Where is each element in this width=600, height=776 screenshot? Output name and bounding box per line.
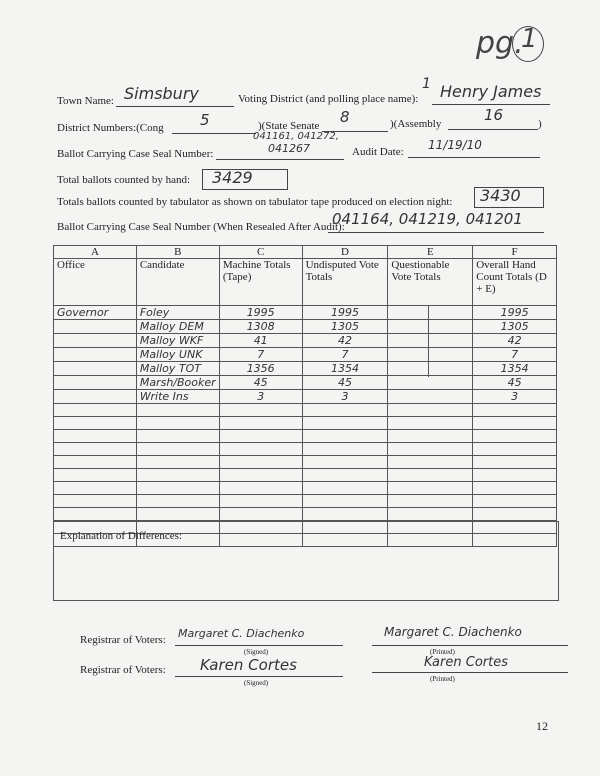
cell-empty [136, 495, 219, 508]
cell-office [54, 334, 137, 348]
cell-empty [302, 482, 388, 495]
cell-empty [136, 456, 219, 469]
cell-empty [388, 495, 473, 508]
cell-undisputed: 1354 [302, 362, 388, 376]
cell-overall: 42 [473, 334, 557, 348]
audit-date-value: 11/19/10 [428, 138, 482, 152]
seal-label: Ballot Carrying Case Seal Number: [57, 148, 214, 160]
page-number: 12 [536, 719, 548, 733]
cell-empty [473, 417, 557, 430]
tabulator-label: Totals ballots counted by tabulator as shown on tabulator tape produced on election night: [57, 196, 453, 208]
registrar-1-signature: Margaret C. Diachenko [178, 627, 305, 640]
cell-empty [473, 469, 557, 482]
district-prefix: 1 [422, 76, 431, 92]
cell-candidate: Malloy UNK [136, 348, 219, 362]
cell-empty [473, 404, 557, 417]
table-row-empty [54, 430, 557, 443]
cell-empty [219, 430, 302, 443]
cell-empty [388, 456, 473, 469]
cell-empty [54, 469, 137, 482]
senate-value: 8 [340, 108, 350, 126]
cell-empty [219, 469, 302, 482]
reseal-value: 041164, 041219, 041201 [332, 210, 523, 228]
cell-empty [388, 404, 473, 417]
col-letter: A [54, 246, 137, 259]
registrar-label-1: Registrar of Voters: [80, 634, 166, 646]
header-questionable: Questionable Vote Totals [388, 259, 473, 306]
cell-empty [136, 482, 219, 495]
cell-machine: 7 [219, 348, 302, 362]
cell-overall: 1995 [473, 306, 557, 320]
cell-undisputed: 3 [302, 390, 388, 404]
assembly-label: )(Assembly [390, 118, 442, 130]
col-letter: B [136, 246, 219, 259]
tabulator-value: 3430 [480, 186, 521, 205]
column-header-row [54, 259, 557, 306]
cell-empty [54, 508, 137, 521]
district-value: Henry James [440, 82, 542, 101]
column-letter-row [54, 246, 557, 259]
cell-empty [219, 417, 302, 430]
printed-tag-1: (Printed) [430, 648, 455, 656]
audit-table [53, 245, 557, 547]
cell-empty [136, 417, 219, 430]
cell-empty [136, 469, 219, 482]
cell-overall: 1305 [473, 320, 557, 334]
senate-label: )(State Senate [258, 120, 320, 132]
col-letter: F [473, 246, 557, 259]
header-machine-totals: Machine Totals (Tape) [219, 259, 302, 306]
col-letter: D [302, 246, 388, 259]
cell-empty [136, 430, 219, 443]
cell-undisputed: 42 [302, 334, 388, 348]
cell-empty [219, 508, 302, 521]
printed-tag-2: (Printed) [430, 675, 455, 683]
table-row-empty [54, 508, 557, 521]
cell-undisputed: 1305 [302, 320, 388, 334]
cell-office: Governor [54, 306, 137, 320]
cell-empty [302, 495, 388, 508]
cell-machine: 45 [219, 376, 302, 390]
cell-candidate: Malloy TOT [136, 362, 219, 376]
hand-count-value: 3429 [212, 168, 253, 187]
table-row-empty [54, 443, 557, 456]
cell-empty [473, 456, 557, 469]
cell-empty [54, 443, 137, 456]
table-row [54, 390, 557, 404]
cell-empty [388, 469, 473, 482]
table-row-empty [54, 482, 557, 495]
seal-value-line1: 041161, 041272, [253, 131, 339, 142]
table-row [54, 306, 557, 320]
cell-undisputed: 1995 [302, 306, 388, 320]
col-letter: C [219, 246, 302, 259]
hand-count-label: Total ballots counted by hand: [57, 174, 191, 186]
explanation-box [53, 521, 559, 601]
header-overall: Overall Hand Count Totals (D + E) [473, 259, 557, 306]
cell-machine: 1308 [219, 320, 302, 334]
cell-empty [219, 482, 302, 495]
cell-empty [219, 404, 302, 417]
cell-questionable [388, 390, 473, 404]
cell-empty [136, 443, 219, 456]
cell-overall: 3 [473, 390, 557, 404]
page-marker-number: 1 [521, 24, 538, 54]
cell-empty [302, 443, 388, 456]
cell-candidate: Foley [136, 306, 219, 320]
cell-empty [54, 495, 137, 508]
cell-empty [388, 443, 473, 456]
table-row-empty [54, 404, 557, 417]
district-numbers-label: District Numbers:(Cong [57, 122, 164, 134]
district-label: Voting District (and polling place name): [238, 93, 419, 105]
cell-empty [473, 482, 557, 495]
cell-empty [219, 443, 302, 456]
audit-table-body [54, 246, 557, 547]
signed-tag-1: (Signed) [244, 648, 269, 656]
explanation-label: Explanation of Differences: [60, 530, 182, 542]
cell-machine: 41 [219, 334, 302, 348]
cell-empty [388, 430, 473, 443]
table-row [54, 334, 557, 348]
cell-empty [136, 508, 219, 521]
page-marker-text: pg. [476, 26, 524, 61]
cell-candidate: Malloy WKF [136, 334, 219, 348]
table-row [54, 376, 557, 390]
cong-value: 5 [200, 111, 210, 129]
registrar-2-printed: Karen Cortes [424, 655, 508, 670]
cell-machine: 1995 [219, 306, 302, 320]
registrar-label-2: Registrar of Voters: [80, 664, 166, 676]
assembly-value: 16 [484, 106, 504, 124]
table-row-empty [54, 495, 557, 508]
cell-empty [473, 443, 557, 456]
cell-empty [54, 404, 137, 417]
header-candidate: Candidate [136, 259, 219, 306]
cell-overall: 1354 [473, 362, 557, 376]
cell-questionable [388, 306, 473, 320]
cell-office [54, 390, 137, 404]
cell-questionable [388, 376, 473, 390]
cell-office [54, 376, 137, 390]
cell-empty [302, 469, 388, 482]
table-row [54, 348, 557, 362]
town-value: Simsbury [124, 84, 199, 103]
header-undisputed: Undisputed Vote Totals [302, 259, 388, 306]
cell-machine: 1356 [219, 362, 302, 376]
cell-empty [302, 456, 388, 469]
reseal-label: Ballot Carrying Case Seal Number (When Resealed After Audit): [57, 221, 345, 233]
cell-empty [388, 482, 473, 495]
cell-empty [54, 417, 137, 430]
cell-office [54, 348, 137, 362]
table-row [54, 362, 557, 376]
cell-office [54, 320, 137, 334]
registrar-1-printed: Margaret C. Diachenko [384, 625, 522, 639]
cell-questionable [388, 334, 473, 348]
cell-undisputed: 7 [302, 348, 388, 362]
cell-empty [136, 404, 219, 417]
header-office: Office [54, 259, 137, 306]
cell-machine: 3 [219, 390, 302, 404]
questionable-strike-line [428, 305, 429, 377]
cell-empty [219, 495, 302, 508]
cell-candidate: Write Ins [136, 390, 219, 404]
cell-empty [302, 508, 388, 521]
cell-overall: 45 [473, 376, 557, 390]
cell-empty [219, 456, 302, 469]
cell-empty [302, 417, 388, 430]
signed-tag-2: (Signed) [244, 679, 269, 687]
town-label: Town Name: [57, 95, 114, 107]
cell-empty [54, 482, 137, 495]
cell-empty [473, 508, 557, 521]
cell-questionable [388, 348, 473, 362]
cell-empty [302, 404, 388, 417]
cell-empty [54, 430, 137, 443]
cell-undisputed: 45 [302, 376, 388, 390]
cell-office [54, 362, 137, 376]
table-row-empty [54, 417, 557, 430]
table-row-empty [54, 456, 557, 469]
col-letter: E [388, 246, 473, 259]
cell-overall: 7 [473, 348, 557, 362]
cell-empty [473, 495, 557, 508]
assembly-close: ) [538, 118, 542, 130]
table-row-empty [54, 469, 557, 482]
cell-empty [473, 430, 557, 443]
audit-date-label: Audit Date: [352, 146, 404, 158]
cell-empty [388, 508, 473, 521]
seal-value-line2: 041267 [268, 142, 310, 155]
registrar-2-signature: Karen Cortes [200, 656, 297, 674]
table-row [54, 320, 557, 334]
cell-empty [388, 417, 473, 430]
cell-candidate: Malloy DEM [136, 320, 219, 334]
cell-questionable [388, 320, 473, 334]
cell-empty [54, 456, 137, 469]
cell-empty [302, 430, 388, 443]
cell-candidate: Marsh/Booker [136, 376, 219, 390]
cell-questionable [388, 362, 473, 376]
